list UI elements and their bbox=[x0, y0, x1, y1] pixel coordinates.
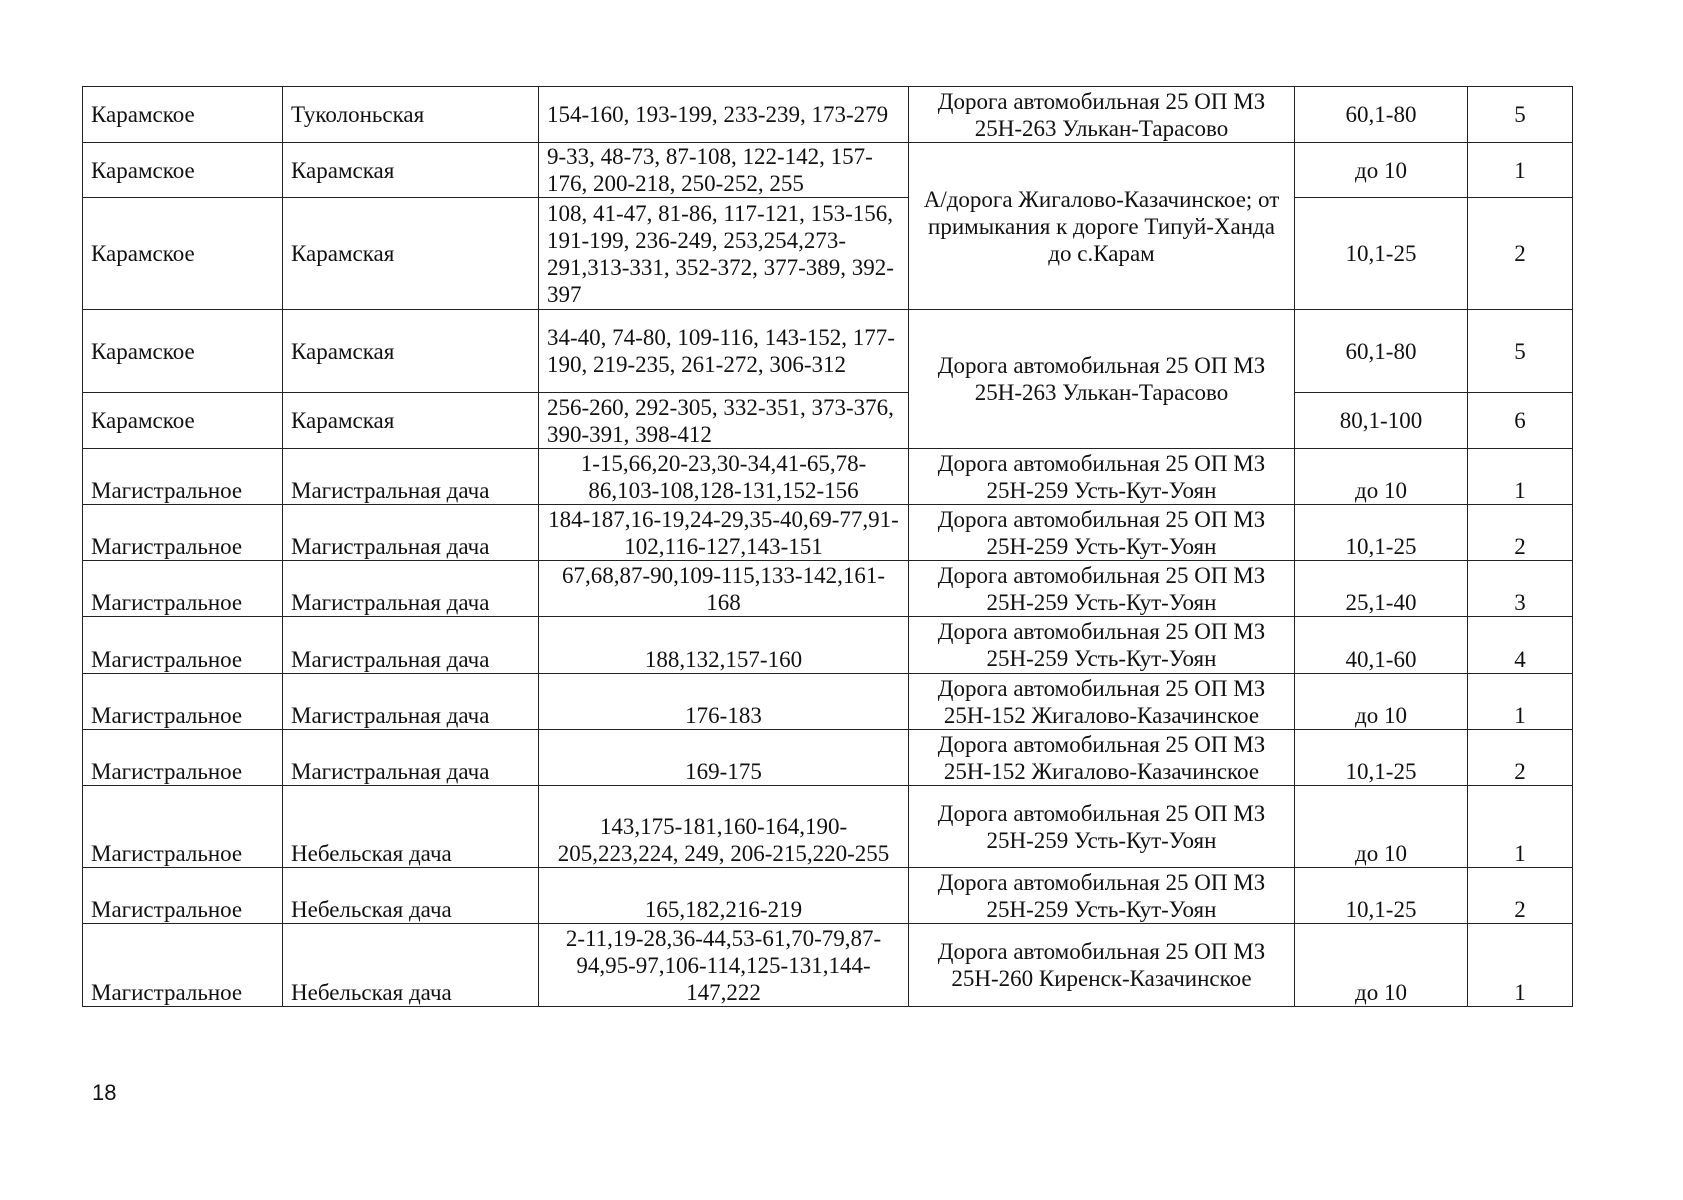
distance-cell: до 10 bbox=[1295, 924, 1468, 1007]
class-cell: 1 bbox=[1468, 143, 1573, 198]
uchastok-cell: Небельская дача bbox=[283, 868, 539, 924]
uchastok-cell: Магистральная дача bbox=[283, 674, 539, 730]
uchastok-cell: Карамская bbox=[283, 198, 539, 310]
lesnichestvo-cell: Магистральное bbox=[83, 505, 283, 561]
lesnichestvo-cell: Карамское bbox=[83, 393, 283, 449]
road-cell: Дорога автомобильная 25 ОП МЗ 25Н-152 Жигалово-Казачинское bbox=[909, 730, 1295, 786]
road-cell: Дорога автомобильная 25 ОП МЗ 25Н-259 Усть-Кут-Уоян bbox=[909, 786, 1295, 868]
uchastok-cell: Небельская дача bbox=[283, 924, 539, 1007]
distance-cell: 10,1-25 bbox=[1295, 505, 1468, 561]
page-number: 18 bbox=[92, 1080, 117, 1105]
kvartaly-cell: 108, 41-47, 81-86, 117-121, 153-156, 191-199, 236-249, 253,254,273-291,313-331, 352-372, 377-389, 392-397 bbox=[539, 198, 909, 310]
table-row bbox=[83, 561, 1573, 617]
class-cell: 1 bbox=[1468, 786, 1573, 868]
road-cell: Дорога автомобильная 25 ОП МЗ 25Н-263 Улькан-Тарасово bbox=[909, 87, 1295, 143]
forestry-table bbox=[82, 86, 1573, 1007]
uchastok-cell: Магистральная дача bbox=[283, 561, 539, 617]
road-cell: Дорога автомобильная 25 ОП МЗ 25Н-263 Улькан-Тарасово bbox=[909, 310, 1295, 449]
kvartaly-cell: 2-11,19-28,36-44,53-61,70-79,87-94,95-97,106-114,125-131,144-147,222 bbox=[539, 924, 909, 1007]
lesnichestvo-cell: Карамское bbox=[83, 198, 283, 310]
class-cell: 3 bbox=[1468, 561, 1573, 617]
kvartaly-cell: 9-33, 48-73, 87-108, 122-142, 157-176, 200-218, 250-252, 255 bbox=[539, 143, 909, 198]
table-row bbox=[83, 868, 1573, 924]
kvartaly-cell: 165,182,216-219 bbox=[539, 868, 909, 924]
distance-cell: 60,1-80 bbox=[1295, 87, 1468, 143]
lesnichestvo-cell: Магистральное bbox=[83, 561, 283, 617]
class-cell: 5 bbox=[1468, 310, 1573, 393]
class-cell: 1 bbox=[1468, 674, 1573, 730]
distance-cell: до 10 bbox=[1295, 143, 1468, 198]
class-cell: 2 bbox=[1468, 868, 1573, 924]
table-row bbox=[83, 310, 1573, 393]
lesnichestvo-cell: Магистральное bbox=[83, 868, 283, 924]
lesnichestvo-cell: Магистральное bbox=[83, 449, 283, 505]
uchastok-cell: Карамская bbox=[283, 393, 539, 449]
uchastok-cell: Магистральная дача bbox=[283, 505, 539, 561]
uchastok-cell: Магистральная дача bbox=[283, 449, 539, 505]
distance-cell: 10,1-25 bbox=[1295, 868, 1468, 924]
kvartaly-cell: 169-175 bbox=[539, 730, 909, 786]
distance-cell: 60,1-80 bbox=[1295, 310, 1468, 393]
uchastok-cell: Карамская bbox=[283, 310, 539, 393]
lesnichestvo-cell: Магистральное bbox=[83, 617, 283, 674]
table-row bbox=[83, 617, 1573, 674]
uchastok-cell: Магистральная дача bbox=[283, 730, 539, 786]
kvartaly-cell: 154-160, 193-199, 233-239, 173-279 bbox=[539, 87, 909, 143]
table-row bbox=[83, 393, 1573, 449]
table-row bbox=[83, 87, 1573, 143]
distance-cell: 80,1-100 bbox=[1295, 393, 1468, 449]
lesnichestvo-cell: Карамское bbox=[83, 310, 283, 393]
kvartaly-cell: 34-40, 74-80, 109-116, 143-152, 177-190, 219-235, 261-272, 306-312 bbox=[539, 310, 909, 393]
distance-cell: до 10 bbox=[1295, 786, 1468, 868]
distance-cell: 40,1-60 bbox=[1295, 617, 1468, 674]
distance-cell: до 10 bbox=[1295, 674, 1468, 730]
table-row bbox=[83, 730, 1573, 786]
uchastok-cell: Небельская дача bbox=[283, 786, 539, 868]
road-cell: Дорога автомобильная 25 ОП МЗ 25Н-259 Усть-Кут-Уоян bbox=[909, 868, 1295, 924]
lesnichestvo-cell: Карамское bbox=[83, 87, 283, 143]
uchastok-cell: Магистральная дача bbox=[283, 617, 539, 674]
lesnichestvo-cell: Магистральное bbox=[83, 730, 283, 786]
lesnichestvo-cell: Магистральное bbox=[83, 786, 283, 868]
class-cell: 2 bbox=[1468, 505, 1573, 561]
class-cell: 2 bbox=[1468, 730, 1573, 786]
road-cell: А/дорога Жигалово-Казачинское; от примыкания к дороге Типуй-Ханда до с.Карам bbox=[909, 143, 1295, 310]
kvartaly-cell: 188,132,157-160 bbox=[539, 617, 909, 674]
uchastok-cell: Карамская bbox=[283, 143, 539, 198]
kvartaly-cell: 176-183 bbox=[539, 674, 909, 730]
uchastok-cell: Туколоньская bbox=[283, 87, 539, 143]
road-cell: Дорога автомобильная 25 ОП МЗ 25Н-259 Усть-Кут-Уоян bbox=[909, 505, 1295, 561]
distance-cell: 25,1-40 bbox=[1295, 561, 1468, 617]
class-cell: 1 bbox=[1468, 449, 1573, 505]
table-row bbox=[83, 674, 1573, 730]
table-row bbox=[83, 449, 1573, 505]
table-row bbox=[83, 786, 1573, 868]
class-cell: 5 bbox=[1468, 87, 1573, 143]
table-row bbox=[83, 143, 1573, 198]
kvartaly-cell: 67,68,87-90,109-115,133-142,161-168 bbox=[539, 561, 909, 617]
road-cell: Дорога автомобильная 25 ОП МЗ 25Н-259 Усть-Кут-Уоян bbox=[909, 561, 1295, 617]
lesnichestvo-cell: Магистральное bbox=[83, 924, 283, 1007]
class-cell: 6 bbox=[1468, 393, 1573, 449]
distance-cell: 10,1-25 bbox=[1295, 198, 1468, 310]
road-cell: Дорога автомобильная 25 ОП МЗ 25Н-259 Усть-Кут-Уоян bbox=[909, 449, 1295, 505]
class-cell: 2 bbox=[1468, 198, 1573, 310]
class-cell: 1 bbox=[1468, 924, 1573, 1007]
table-row bbox=[83, 198, 1573, 310]
table-row bbox=[83, 924, 1573, 1007]
kvartaly-cell: 1-15,66,20-23,30-34,41-65,78-86,103-108,128-131,152-156 bbox=[539, 449, 909, 505]
kvartaly-cell: 184-187,16-19,24-29,35-40,69-77,91-102,116-127,143-151 bbox=[539, 505, 909, 561]
road-cell: Дорога автомобильная 25 ОП МЗ 25Н-152 Жигалово-Казачинское bbox=[909, 674, 1295, 730]
kvartaly-cell: 256-260, 292-305, 332-351, 373-376, 390-391, 398-412 bbox=[539, 393, 909, 449]
distance-cell: 10,1-25 bbox=[1295, 730, 1468, 786]
table-row bbox=[83, 505, 1573, 561]
road-cell: Дорога автомобильная 25 ОП МЗ 25Н-259 Усть-Кут-Уоян bbox=[909, 617, 1295, 674]
lesnichestvo-cell: Карамское bbox=[83, 143, 283, 198]
class-cell: 4 bbox=[1468, 617, 1573, 674]
distance-cell: до 10 bbox=[1295, 449, 1468, 505]
road-cell: Дорога автомобильная 25 ОП МЗ 25Н-260 Киренск-Казачинское bbox=[909, 924, 1295, 1007]
lesnichestvo-cell: Магистральное bbox=[83, 674, 283, 730]
kvartaly-cell: 143,175-181,160-164,190-205,223,224, 249, 206-215,220-255 bbox=[539, 786, 909, 868]
